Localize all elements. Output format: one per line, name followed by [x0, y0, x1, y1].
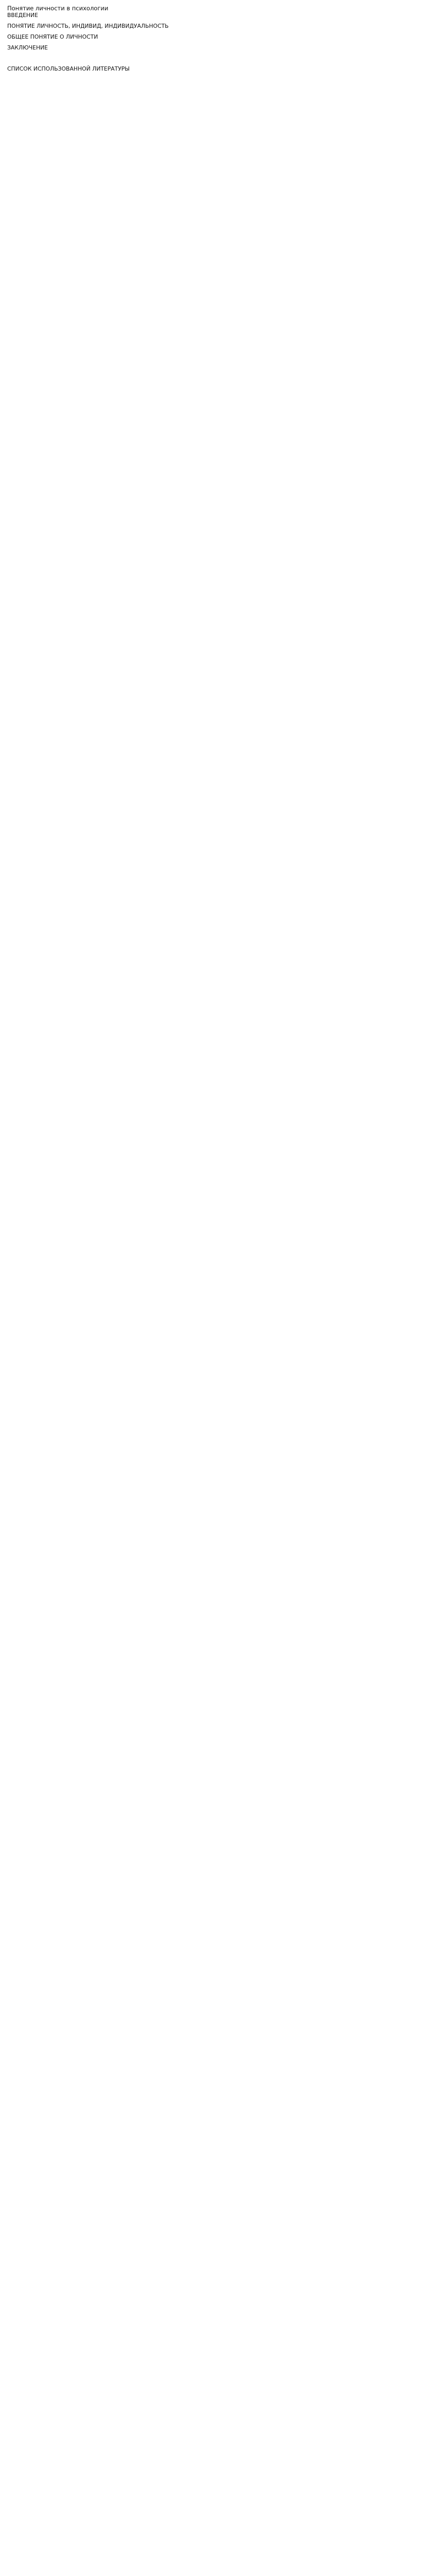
- document-title: Понятие личности в психологии: [7, 5, 109, 12]
- section-heading: ОБЩЕЕ ПОНЯТИЕ О ЛИЧНОСТИ: [7, 33, 98, 40]
- section-heading: ПОНЯТИЕ ЛИЧНОСТЬ, ИНДИВИД, ИНДИВИДУАЛЬНОСТЬ: [7, 22, 169, 29]
- document-body: [7, 23, 427, 52]
- section-heading: ЗАКЛЮЧЕНИЕ: [7, 44, 48, 51]
- introduction-heading: ВВЕДЕНИЕ: [7, 11, 38, 19]
- references-heading: СПИСОК ИСПОЛЬЗОВАННОЙ ЛИТЕРАТУРЫ: [7, 65, 130, 72]
